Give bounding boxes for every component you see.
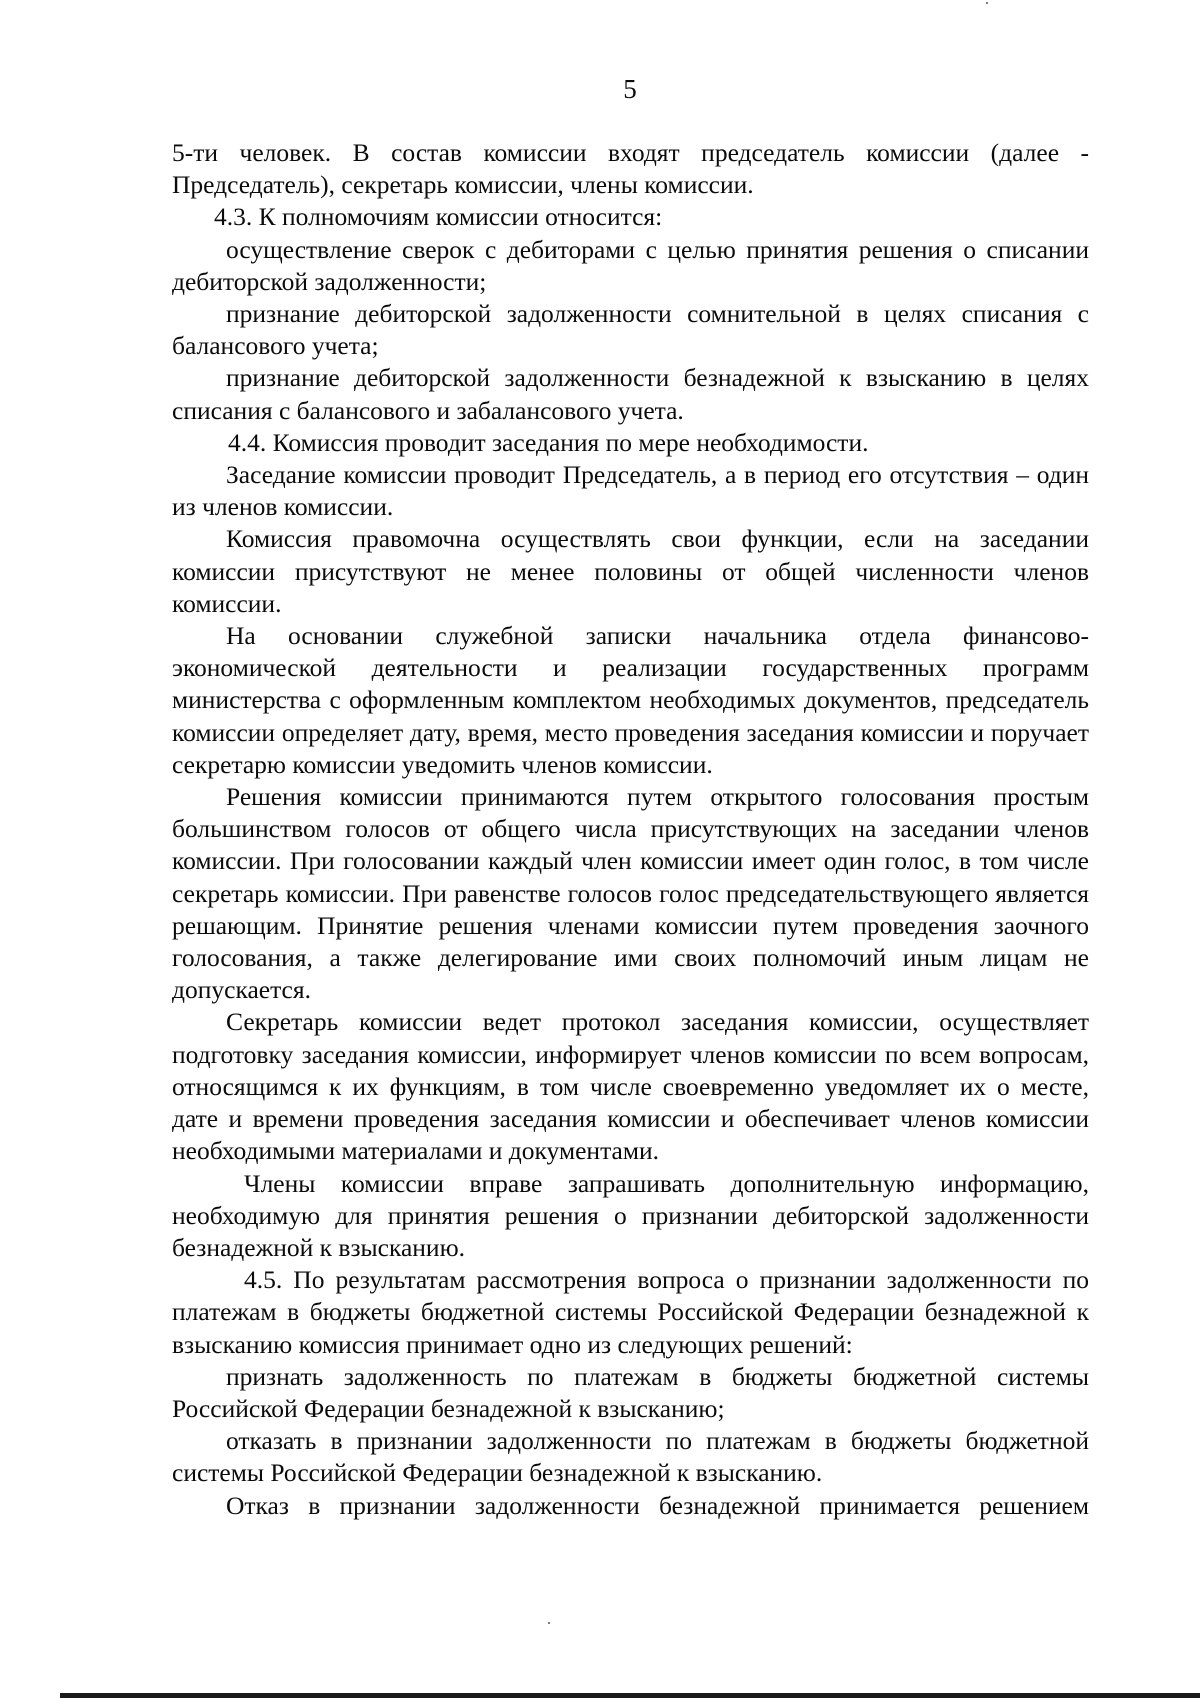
document-body — [172, 137, 1089, 1522]
scan-speck — [548, 1622, 550, 1624]
paragraph-memo: На основании служебной записки начальника отдела финансово-экономической деятельности и реализации государственных программ министерства с оформленным комплектом необходимых документов, председатель комиссии определяет дату, время, место проведения заседания комиссии и поручает секретарю комиссии уведомить членов комиссии. — [172, 621, 1089, 779]
paragraph-quorum: Комиссия правомочна осуществлять свои функции, если на заседании комиссии присутствуют не менее половины от общей численности членов комиссии. — [172, 524, 1089, 618]
paragraph-voting: Решения комиссии принимаются путем открытого голосования простым большинством голосов от общего числа присутствующих на заседании членов комиссии. При голосовании каждый член комиссии имеет один голос, в том числе секретарь комиссии. При равенстве голосов голос председательствующего является решающим. Принятие решения членами комиссии путем проведения заочного голосования, а также делегирование ими своих полномочий иным лицам не допускается. — [172, 782, 1089, 1005]
list-item-recognize: признать задолженность по платежам в бюджеты бюджетной системы Российской Федерации безнадежной к взысканию; — [172, 1361, 1089, 1423]
paragraph-secretary: Секретарь комиссии ведет протокол заседания комиссии, осуществляет подготовку заседания комиссии, информирует членов комиссии по всем вопросам, относящимся к их функциям, в том числе своевременно уведомляет их о месте, дате и времени проведения заседания комиссии и обеспечивает членов комиссии необходимыми материалами и документами. — [172, 1007, 1089, 1166]
paragraph-refusal: Отказ в признании задолженности безнадежной принимается решением — [226, 1490, 1089, 1520]
list-item-refuse: отказать в признании задолженности по платежам в бюджеты бюджетной системы Российской Федерации безнадежной к взысканию. — [172, 1426, 1089, 1488]
paragraph-continuation: 5-ти человек. В состав комиссии входят председатель комиссии (далее - Председатель), секретарь комиссии, члены комиссии. — [172, 138, 1089, 200]
scan-bottom-edge — [60, 1693, 1200, 1698]
paragraph-4-4: 4.4. Комиссия проводит заседания по мере необходимости. — [228, 427, 869, 457]
paragraph-chairman: Заседание комиссии проводит Председатель, а в период его отсутствия – один из членов комиссии. — [172, 460, 1089, 522]
page-number: 5 — [623, 74, 637, 104]
paragraph-4-3-heading: 4.3. К полномочиям комиссии относится: — [214, 202, 663, 232]
list-item-doubtful-debt: признание дебиторской задолженности сомнительной в целях списания с балансового учета; — [172, 299, 1089, 361]
paragraph-members-rights: Члены комиссии вправе запрашивать дополнительную информацию, необходимую для принятия решения о признании дебиторской задолженности безнадежной к взысканию. — [172, 1168, 1089, 1262]
list-item-bad-debt: признание дебиторской задолженности безнадежной к взысканию в целях списания с балансового и забалансового учета. — [172, 363, 1089, 425]
scan-speck — [986, 2, 988, 4]
paragraph-4-5: 4.5. По результатам рассмотрения вопроса о признании задолженности по платежам в бюджеты бюджетной системы Российской Федерации безнадежной к взысканию комиссия принимает одно из следующих решений: — [172, 1265, 1089, 1359]
list-item-reconciliation: осуществление сверок с дебиторами с целью принятия решения о списании дебиторской задолженности; — [172, 234, 1089, 296]
